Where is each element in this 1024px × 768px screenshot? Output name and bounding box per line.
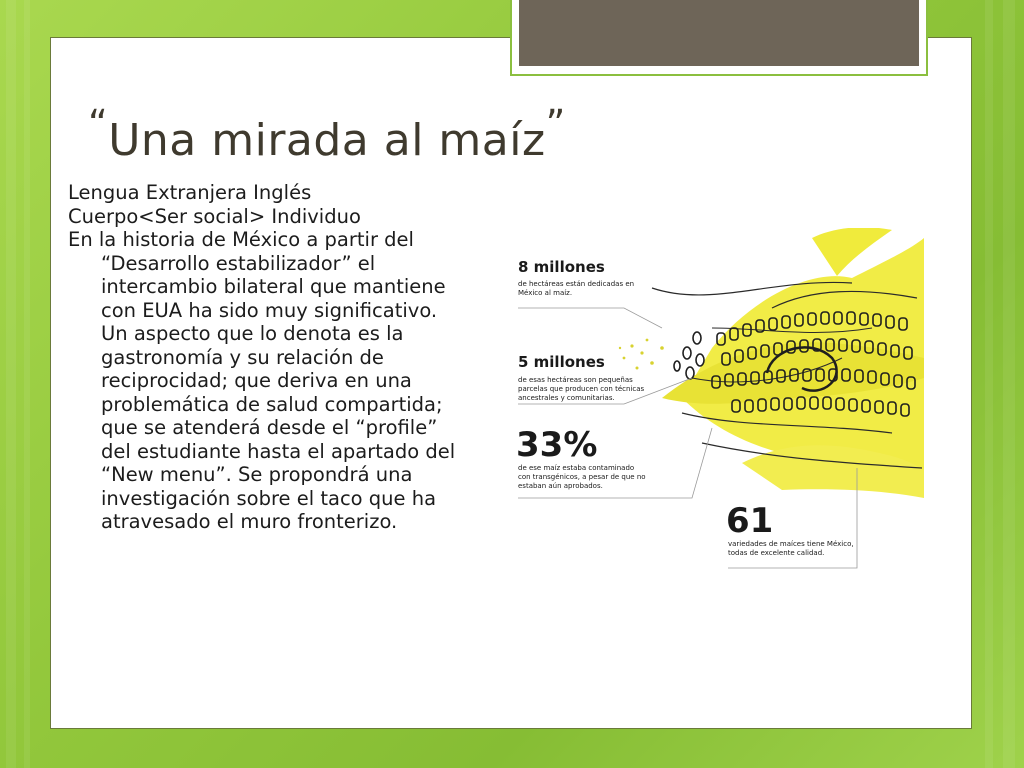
- stat-caption: variedades de maíces tiene México,: [728, 540, 854, 548]
- slide-title-text: Una mirada al maíz: [108, 115, 546, 166]
- stat-caption: todas de excelente calidad.: [728, 549, 825, 557]
- corn-infographic: [512, 228, 924, 574]
- header-tab: [510, 0, 928, 76]
- stat-caption: México al maíz.: [518, 289, 573, 297]
- corn-cob-illustration: [619, 228, 924, 498]
- subject-line: Lengua Extranjera Inglés: [68, 181, 312, 204]
- stat-caption: ancestrales y comunitarias.: [518, 394, 615, 402]
- slide-title: [88, 102, 566, 166]
- stat-caption: de ese maíz estaba contaminado: [518, 464, 635, 472]
- stat-33-percent: [516, 425, 646, 490]
- stat-value: 61: [726, 501, 774, 541]
- stat-caption: con transgénicos, a pesar de que no: [518, 473, 646, 481]
- close-quote: ”: [545, 102, 566, 146]
- description-paragraph: En la historia de México a partir del “Desarrollo estabilizador” el intercambio bilateral que mantiene con EUA ha sido muy significativo. Un aspecto que lo denota es la gastronomía y su relación de reciprocidad; que deriva en una problemática de salud compartida; que se atenderá desde el “profile” del estudiante hasta el apartado del “New menu”. Se propondrá una investigación sobre el taco que ha atravesado el muro fronterizo.: [68, 228, 456, 533]
- stat-5-millones: [518, 353, 644, 402]
- stat-value: 8 millones: [518, 258, 605, 276]
- stat-caption: estaban aún aprobados.: [518, 482, 603, 490]
- stat-value: 33%: [516, 425, 598, 465]
- stat-caption: parcelas que producen con técnicas: [518, 385, 645, 393]
- stat-caption: de esas hectáreas son pequeñas: [518, 376, 633, 384]
- stat-value: 5 millones: [518, 353, 605, 371]
- stat-caption: de hectáreas están dedicadas en: [518, 280, 635, 288]
- topic-line: Cuerpo<Ser social> Individuo: [68, 204, 361, 228]
- stat-61: [726, 501, 854, 557]
- open-quote: “: [88, 102, 109, 146]
- slide-body: [68, 181, 458, 534]
- header-tab-fill: [519, 0, 919, 66]
- stat-8-millones: [518, 258, 634, 297]
